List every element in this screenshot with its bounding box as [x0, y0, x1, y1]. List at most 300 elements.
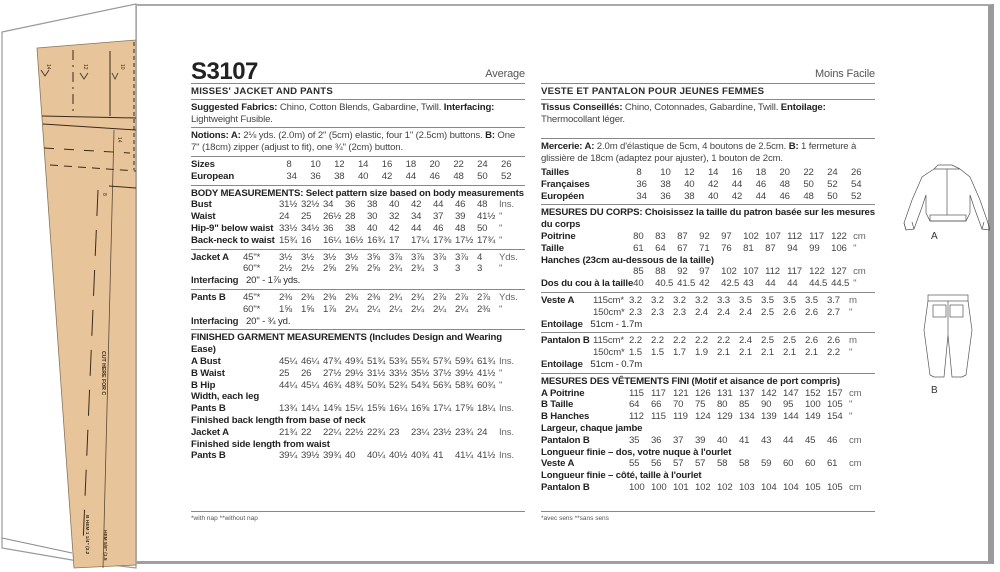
cell-value: 50 — [477, 222, 488, 234]
cell-value: 2.2 — [673, 335, 686, 347]
cell-value: 80 — [633, 230, 644, 242]
body-subtitle-en: Select pattern size based on body measurements — [303, 187, 524, 199]
yardage-pants-en — [191, 290, 525, 330]
cell-value: 44 — [783, 434, 794, 446]
fabric-width: 60"* — [243, 263, 261, 275]
interfacing-row-value: 20" - 1⅞ yds. — [245, 275, 301, 287]
notions-label: Mercerie: — [541, 141, 583, 153]
table-row — [541, 255, 875, 267]
cell-value: 46 — [429, 170, 440, 182]
table-row — [191, 368, 525, 380]
cell-value: 2⅞ — [455, 291, 469, 303]
fabrics-text: Chino, Cotonnades, Gabardine, Twill. — [622, 101, 781, 113]
cell-value: 40¼ — [367, 450, 386, 462]
cell-value: 42 — [699, 278, 710, 290]
unit-label: Ins. — [499, 403, 514, 415]
cell-value: 2.5 — [761, 335, 774, 347]
cell-value: 2.6 — [827, 335, 840, 347]
cell-value: 3.2 — [651, 294, 664, 306]
interfacing-row-label: Entoilage — [541, 318, 583, 330]
cell-value: 59¾ — [455, 355, 474, 367]
cell-value: 61 — [827, 458, 838, 470]
finished-subtitle-en: (Includes Design and Wearing Ease) — [191, 332, 502, 356]
cell-value: 2.6 — [783, 306, 796, 318]
cell-value: 46 — [433, 222, 444, 234]
notions-a-label: A: — [228, 130, 241, 142]
cell-value: 48 — [455, 222, 466, 234]
cell-value: 2⅜ — [279, 291, 293, 303]
cell-value: 46 — [455, 199, 466, 211]
cell-value: 33½ — [279, 222, 298, 234]
cell-value: 15¾ — [279, 234, 298, 246]
interfacing-text: Thermocollant léger. — [541, 113, 625, 125]
table-row — [191, 252, 525, 264]
cell-value: 50 — [477, 170, 488, 182]
cell-value: 2⅞ — [477, 291, 491, 303]
row-label: Européen — [541, 190, 585, 202]
pattern-number: S3107 — [191, 58, 258, 85]
pants-b-illustration — [924, 295, 972, 377]
cell-value: 117 — [787, 266, 802, 278]
cell-value: 32½ — [301, 199, 320, 211]
cell-value: 92 — [677, 266, 688, 278]
row-label: A Poitrine — [541, 387, 585, 399]
fabrics-en — [191, 100, 525, 129]
cell-value: 102 — [695, 481, 711, 493]
cell-value: 2¼ — [433, 303, 447, 315]
cell-value: 22 — [803, 166, 814, 178]
cell-value: 12 — [684, 166, 695, 178]
table-row — [191, 391, 525, 403]
interfacing-row-value: 51cm - 1.7m — [590, 318, 643, 330]
cell-value: 45 — [805, 434, 816, 446]
cell-value: 42 — [731, 190, 743, 202]
cell-value: 2.4 — [695, 306, 708, 318]
notions-en — [191, 128, 525, 157]
row-label: Longueur finie – côté, taille à l'ourlet — [541, 470, 702, 482]
cell-value: 23½ — [433, 426, 452, 438]
cell-value: 18 — [755, 166, 767, 178]
cell-value: 90 — [761, 399, 772, 411]
cell-value: 3.5 — [761, 294, 774, 306]
cell-value: 36 — [660, 190, 671, 202]
cell-value: 41½ — [477, 211, 496, 223]
cell-value: 154 — [827, 411, 843, 423]
interfacing-row-label: Interfacing — [191, 275, 239, 287]
row-label: B Hip — [191, 379, 216, 391]
pattern-title-fr: VESTE ET PANTALON POUR JEUNES FEMMES — [541, 84, 875, 100]
table-row — [191, 439, 525, 451]
cell-value: 54¾ — [411, 379, 430, 391]
view-a-label: A — [931, 231, 938, 242]
cell-value: 42.5 — [721, 278, 740, 290]
row-label: Pants B — [191, 403, 226, 415]
cell-value: 58¾ — [455, 379, 474, 391]
sizes-table-en — [191, 159, 525, 183]
cell-value: 1⅝ — [279, 303, 293, 315]
table-row — [541, 167, 875, 179]
cell-value: 2.4 — [739, 306, 752, 318]
cell-value: 35½ — [411, 367, 430, 379]
cell-value: 22 — [301, 426, 312, 438]
cell-value: 42 — [707, 178, 719, 190]
cell-value: 4 — [477, 251, 483, 263]
cell-value: 29½ — [345, 367, 364, 379]
unit-label: " — [499, 367, 503, 379]
cell-value: 126 — [695, 387, 711, 399]
notions-fr — [541, 139, 875, 167]
unit-label: " — [499, 211, 503, 223]
cell-value: 33½ — [389, 367, 408, 379]
cell-value: 8 — [636, 166, 642, 178]
cell-value: 38 — [684, 190, 695, 202]
cell-value: 22½ — [345, 426, 364, 438]
unit-label: " — [849, 411, 853, 423]
cell-value: 52 — [851, 190, 862, 202]
row-label: Françaises — [541, 178, 590, 190]
cell-value: 152 — [805, 387, 821, 399]
pants-back-pocket — [933, 305, 946, 317]
cell-value: 58 — [717, 458, 728, 470]
row-label — [541, 307, 593, 319]
cell-value: 36 — [323, 222, 334, 234]
cell-value: 60 — [805, 458, 816, 470]
cell-value: 131 — [717, 387, 733, 399]
footnote-fr: *avec sens **sans sens — [541, 515, 609, 522]
cell-value: 44¼ — [279, 379, 298, 391]
pants-waistband — [928, 295, 968, 301]
cell-value: 43 — [743, 278, 754, 290]
cell-value: 34 — [636, 190, 647, 202]
cell-value: 87 — [677, 230, 688, 242]
tissue-size-mark: 14 — [116, 137, 122, 143]
cell-value: 24 — [477, 426, 488, 438]
table-row — [541, 307, 875, 319]
cell-value: 52¾ — [389, 379, 408, 391]
unit-label: " — [853, 242, 857, 254]
cell-value: 34½ — [301, 222, 320, 234]
yardage-jacket-en — [191, 250, 525, 290]
cell-value: 40½ — [389, 450, 408, 462]
cell-value: 22¼ — [323, 426, 342, 438]
cell-value: 2⅞ — [433, 291, 447, 303]
fabrics-fr — [541, 100, 875, 140]
body-title-en: BODY MEASUREMENTS: — [191, 187, 304, 199]
cell-value: 40¾ — [411, 450, 430, 462]
body-table-fr — [541, 231, 875, 290]
cell-value: 40 — [684, 178, 695, 190]
sizes-table-fr — [541, 167, 875, 202]
cell-value: 2⅜ — [323, 291, 337, 303]
french-header — [541, 62, 875, 84]
cell-value: 16⅝ — [411, 403, 430, 415]
cell-value: 59 — [761, 458, 772, 470]
cell-value: 137 — [739, 387, 755, 399]
cell-value: 44 — [433, 199, 444, 211]
cell-value: 1.5 — [629, 347, 642, 359]
cell-value: 26 — [301, 367, 312, 379]
row-label: Finished back length from base of neck — [191, 414, 366, 426]
cell-value: 32 — [389, 211, 400, 223]
row-label: Pants B — [191, 291, 226, 303]
cell-value: 97 — [721, 230, 732, 242]
cell-value: 13¾ — [279, 403, 298, 415]
interfacing-row-label: Interfacing — [191, 315, 239, 327]
cell-value: 17⅜ — [433, 234, 452, 246]
cell-value: 60 — [783, 458, 794, 470]
hem-b-label: B HEM 1 1/4" (3.2 — [84, 515, 89, 555]
fabric-width: 60"* — [243, 303, 261, 315]
cell-value: 37 — [433, 211, 444, 223]
jacket-waistband — [930, 215, 966, 221]
cell-value: 27½ — [323, 367, 342, 379]
cell-value: 24 — [477, 158, 488, 170]
cell-value: 14 — [357, 158, 369, 170]
cell-value: 15⅝ — [367, 403, 386, 415]
table-row — [541, 179, 875, 191]
cell-value: 23 — [389, 426, 400, 438]
cell-value: 40 — [367, 222, 378, 234]
unit-label: m — [849, 335, 857, 347]
table-row — [191, 415, 525, 427]
cell-value: 42 — [411, 199, 422, 211]
yardage-pants-fr — [541, 333, 875, 373]
cell-value: 41.5 — [677, 278, 696, 290]
cell-value: 39½ — [301, 450, 320, 462]
cell-value: 119 — [673, 411, 688, 423]
finished-subtitle-fr: (Motif et aisance de port compris) — [689, 375, 840, 387]
cell-value: 31½ — [279, 199, 298, 211]
cell-value: 2.5 — [783, 335, 796, 347]
unit-label: cm — [849, 481, 862, 493]
row-label: Tailles — [541, 166, 570, 178]
row-label: Sizes — [191, 158, 215, 170]
cell-value: 144 — [783, 411, 799, 423]
cell-value: 26 — [851, 166, 862, 178]
cell-value: 10 — [310, 158, 321, 170]
interfacing-row-value: 20" - ¾ yd. — [245, 315, 291, 327]
row-label — [191, 263, 243, 275]
table-row — [541, 447, 875, 459]
cell-value: 40 — [345, 450, 356, 462]
cell-value: 2.3 — [673, 306, 686, 318]
cell-value: 30 — [367, 211, 378, 223]
cell-value: 16 — [731, 166, 743, 178]
cell-value: 2.2 — [629, 335, 642, 347]
row-label: B Taille — [541, 399, 574, 411]
cell-value: 124 — [695, 411, 711, 423]
cell-value: 34 — [411, 211, 422, 223]
cell-value: 3⅞ — [455, 251, 469, 263]
cell-value: 147 — [783, 387, 799, 399]
fabrics-text: Chino, Cotton Blends, Gabardine, Twill. — [277, 101, 444, 113]
cell-value: 95 — [783, 399, 794, 411]
cell-value: 112 — [787, 230, 802, 242]
cell-value: 56 — [651, 458, 662, 470]
table-row — [191, 159, 525, 171]
cell-value: 3½ — [301, 251, 315, 263]
cell-value: 71 — [699, 242, 710, 254]
unit-label: Ins. — [499, 450, 514, 462]
cell-value: 39½ — [455, 367, 474, 379]
cell-value: 112 — [629, 411, 644, 423]
cell-value: 3.7 — [827, 294, 840, 306]
fabric-width: 45"* — [243, 291, 261, 303]
row-label — [541, 347, 593, 359]
unit-label: " — [499, 379, 503, 391]
body-measurements-fr — [541, 205, 875, 293]
cell-value: 40 — [633, 278, 644, 290]
cell-value: 2¼ — [345, 303, 359, 315]
cell-value: 37 — [673, 434, 684, 446]
finished-measurements-en — [191, 330, 525, 462]
cell-value: 38 — [334, 170, 345, 182]
cell-value: 41 — [433, 450, 444, 462]
cell-value: 36 — [651, 434, 662, 446]
cell-value: 2⅜ — [367, 291, 381, 303]
cell-value: 38 — [345, 222, 356, 234]
yardage-table-b-fr — [541, 335, 875, 359]
cell-value: 157 — [827, 387, 843, 399]
pants-back-pocket — [950, 305, 963, 317]
fabric-width: 150cm* — [593, 347, 625, 359]
row-label: Width, each leg — [191, 391, 260, 403]
sizes-fr — [541, 167, 875, 205]
table-row — [191, 380, 525, 392]
row-label: Taille — [541, 242, 564, 254]
cell-value: 92 — [699, 230, 710, 242]
notions-label: Notions: — [191, 130, 229, 142]
finished-title-fr: MESURES DES VÊTEMENTS FINI — [541, 375, 690, 387]
cell-value: 2.7 — [827, 306, 840, 318]
row-label: Veste A — [541, 294, 575, 306]
cell-value: 2⅝ — [323, 263, 337, 275]
jacket-a-illustration — [904, 165, 990, 230]
cell-value: 107 — [743, 266, 759, 278]
table-row — [541, 347, 875, 359]
english-column — [191, 62, 525, 462]
body-measurements-en — [191, 186, 525, 250]
unit-label: " — [853, 278, 857, 290]
cell-value: 2.1 — [717, 347, 730, 359]
cell-value: 2.6 — [805, 335, 818, 347]
fabrics-label: Suggested Fabrics: — [191, 101, 278, 113]
table-row — [191, 356, 525, 368]
cell-value: 2⅝ — [367, 263, 381, 275]
cell-value: 40 — [357, 170, 369, 182]
cell-value: 105 — [805, 481, 821, 493]
fabrics-label: Tissus Conseillés: — [541, 101, 623, 113]
cell-value: 2⅜ — [345, 291, 359, 303]
cell-value: 3.5 — [805, 294, 818, 306]
cell-value: 58 — [739, 458, 750, 470]
cell-value: 2¾ — [389, 291, 403, 303]
cut-here-label: CUT HERE FOR C — [100, 351, 106, 396]
cell-value: 38 — [367, 199, 378, 211]
cell-value: 22 — [453, 158, 464, 170]
cell-value: 54 — [851, 178, 862, 190]
cell-value: 46 — [827, 434, 838, 446]
table-row — [191, 450, 525, 462]
cell-value: 64 — [629, 399, 640, 411]
cell-value: 3.5 — [783, 294, 796, 306]
cell-value: 17⅝ — [455, 403, 474, 415]
table-row — [541, 266, 875, 278]
cell-value: 10 — [660, 166, 671, 178]
cell-value: 3⅝ — [367, 251, 381, 263]
cell-value: 142 — [761, 387, 777, 399]
cell-value: 57¾ — [433, 355, 452, 367]
cell-value: 48 — [477, 199, 488, 211]
cell-value: 83 — [655, 230, 666, 242]
cell-value: 64 — [655, 242, 666, 254]
cell-value: 25 — [301, 211, 312, 223]
cell-value: 61 — [633, 242, 644, 254]
table-row — [191, 211, 525, 223]
interfacing-row-label: Entoilage — [541, 358, 583, 370]
notions-a-label: A: — [582, 141, 595, 153]
cell-value: 40 — [389, 199, 400, 211]
tissue-size-mark: 14 — [45, 64, 51, 70]
cell-value: 40 — [707, 190, 719, 202]
body-title-fr: MESURES DU CORPS: — [541, 207, 643, 219]
cell-value: 3.2 — [629, 294, 642, 306]
row-label: Pants B — [191, 450, 226, 462]
footnote-en: *with nap **without nap — [191, 515, 258, 522]
sizes-en — [191, 157, 525, 186]
table-row — [191, 235, 525, 247]
cell-value: 34 — [286, 170, 297, 182]
cell-value: 53¾ — [389, 355, 408, 367]
cell-value: 56¾ — [433, 379, 452, 391]
table-row — [191, 223, 525, 235]
cell-value: 2½ — [279, 263, 293, 275]
jacket-cuff — [904, 222, 914, 230]
row-label: Waist — [191, 211, 216, 223]
cell-value: 44 — [411, 222, 422, 234]
cell-value: 17½ — [455, 234, 474, 246]
cell-value: 2.3 — [651, 306, 664, 318]
table-row — [541, 388, 875, 400]
cell-value: 2.6 — [805, 306, 818, 318]
cell-value: 46¾ — [323, 379, 342, 391]
cell-value: 85 — [633, 266, 644, 278]
cell-value: 46 — [779, 190, 790, 202]
cell-value: 117 — [651, 387, 666, 399]
cell-value: 2.1 — [805, 347, 818, 359]
finished-table-en — [191, 356, 525, 462]
cell-value: 104 — [783, 481, 799, 493]
cell-value: 44 — [755, 190, 767, 202]
cell-value: 25 — [279, 367, 290, 379]
cell-value: 149 — [805, 411, 821, 423]
difficulty-level-fr: Moins Facile — [815, 68, 875, 81]
tissue-size-mark: 8 — [101, 193, 107, 196]
cell-value: 14⅝ — [323, 403, 342, 415]
cell-value: 2.1 — [761, 347, 774, 359]
cell-value: 39¼ — [279, 450, 298, 462]
cell-value: 3.2 — [695, 294, 708, 306]
cell-value: 24 — [827, 166, 838, 178]
row-label: Largeur, chaque jambe — [541, 422, 643, 434]
row-label: Pantalon B — [541, 335, 590, 347]
cell-value: 44.5 — [809, 278, 828, 290]
cell-value: 16 — [381, 158, 393, 170]
finished-measurements-fr — [541, 374, 875, 494]
cell-value: 50¾ — [367, 379, 386, 391]
cell-value: 46 — [755, 178, 767, 190]
table-row — [191, 427, 525, 439]
